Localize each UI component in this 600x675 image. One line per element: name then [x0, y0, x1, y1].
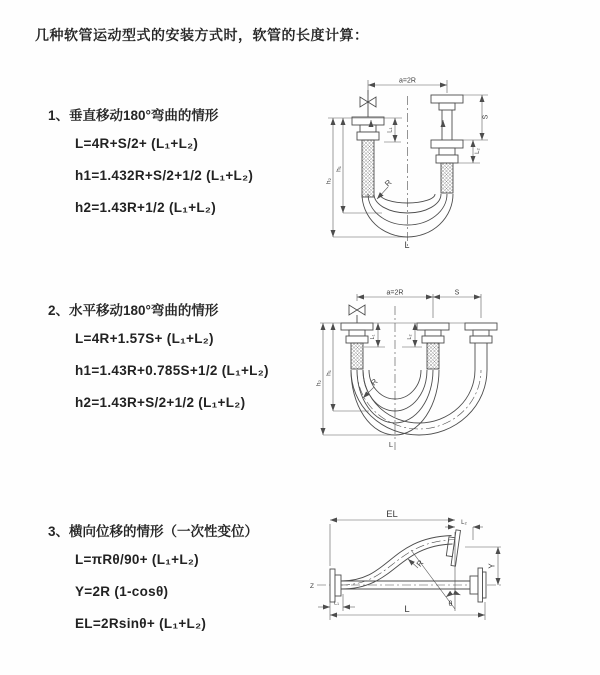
section-2-heading: 2、水平移动180°弯曲的情形 — [48, 303, 219, 318]
left-flange — [330, 569, 341, 602]
section-vertical-movement — [48, 104, 253, 218]
section-1-heading: 1、垂直移动180°弯曲的情形 — [48, 108, 219, 123]
left-flange — [341, 323, 373, 369]
axis-break-mark: Z — [310, 583, 314, 590]
dim-label-l2: L₂ — [407, 334, 413, 340]
dim-label-a2r: a=2R — [399, 77, 416, 85]
dim-label-h1: h₁ — [335, 166, 343, 172]
radius-label: R — [369, 377, 380, 388]
formula-h2: h2=1.43R+1/2 (L₁+L₂) — [75, 200, 217, 215]
middle-flange — [417, 323, 449, 369]
dimension-lines — [325, 77, 488, 237]
formula-h1: h1=1.432R+S/2+1/2 (L₁+L₂) — [75, 168, 254, 183]
right-flange — [470, 568, 486, 602]
formula-l: L=4R+1.57S+ (L₁+L₂) — [75, 331, 214, 346]
theta-label: θ — [448, 601, 453, 608]
left-flange — [352, 117, 384, 197]
length-label: L — [404, 240, 410, 250]
page-title: 几种软管运动型式的安装方式时，软管的长度计算： — [35, 27, 369, 43]
radius-label: R — [414, 558, 426, 569]
dim-label-h1: h₁ — [325, 370, 333, 376]
hose-drawing — [352, 90, 463, 248]
dim-label-el: EL — [386, 509, 398, 520]
hose-drawing — [317, 529, 501, 611]
dimension-lines — [320, 294, 494, 435]
dim-label-h2: h₂ — [315, 379, 323, 387]
radius-label: R — [383, 178, 394, 189]
formula-l: L=πRθ/90+ (L₁+L₂) — [75, 552, 199, 567]
dim-label-l1: L₁ — [334, 600, 339, 607]
section-horizontal-movement — [48, 299, 269, 413]
formula-h1: h1=1.43R+0.785S+1/2 (L₁+L₂) — [75, 363, 269, 378]
diagram-lateral-displacement — [305, 508, 600, 643]
formula-el: EL=2Rsinθ+ (L₁+L₂) — [75, 616, 207, 631]
formula-y: Y=2R (1-cosθ) — [75, 584, 169, 599]
right-flange — [431, 95, 463, 193]
dim-label-y: Y — [487, 563, 497, 569]
length-label: L — [388, 440, 394, 449]
dim-label-l2: L₂ — [461, 520, 467, 526]
formula-l: L=4R+S/2+ (L₁+L₂) — [75, 136, 199, 151]
right-flange — [465, 323, 497, 370]
upper-flange — [445, 529, 460, 566]
diagram-vertical-bend — [310, 66, 600, 261]
dim-label-l1: L₁ — [387, 127, 394, 133]
dim-label-s: S — [482, 114, 490, 120]
dim-label-l2: L₂ — [475, 148, 481, 154]
section-3-heading: 3、横向位移的情形（一次性变位） — [48, 524, 259, 539]
section-lateral-displacement — [48, 520, 258, 634]
dim-label-s: S — [454, 289, 460, 297]
dim-label-h2: h₂ — [325, 177, 333, 185]
dim-label-a2r: a=2R — [386, 289, 404, 297]
dim-label-l1: L₁ — [370, 334, 376, 340]
dim-label-l: L — [404, 604, 410, 615]
valve-icon — [349, 305, 365, 323]
diagram-horizontal-bend — [312, 288, 600, 458]
formula-h2: h2=1.43R+S/2+1/2 (L₁+L₂) — [75, 395, 246, 410]
hose-drawing — [341, 305, 497, 450]
